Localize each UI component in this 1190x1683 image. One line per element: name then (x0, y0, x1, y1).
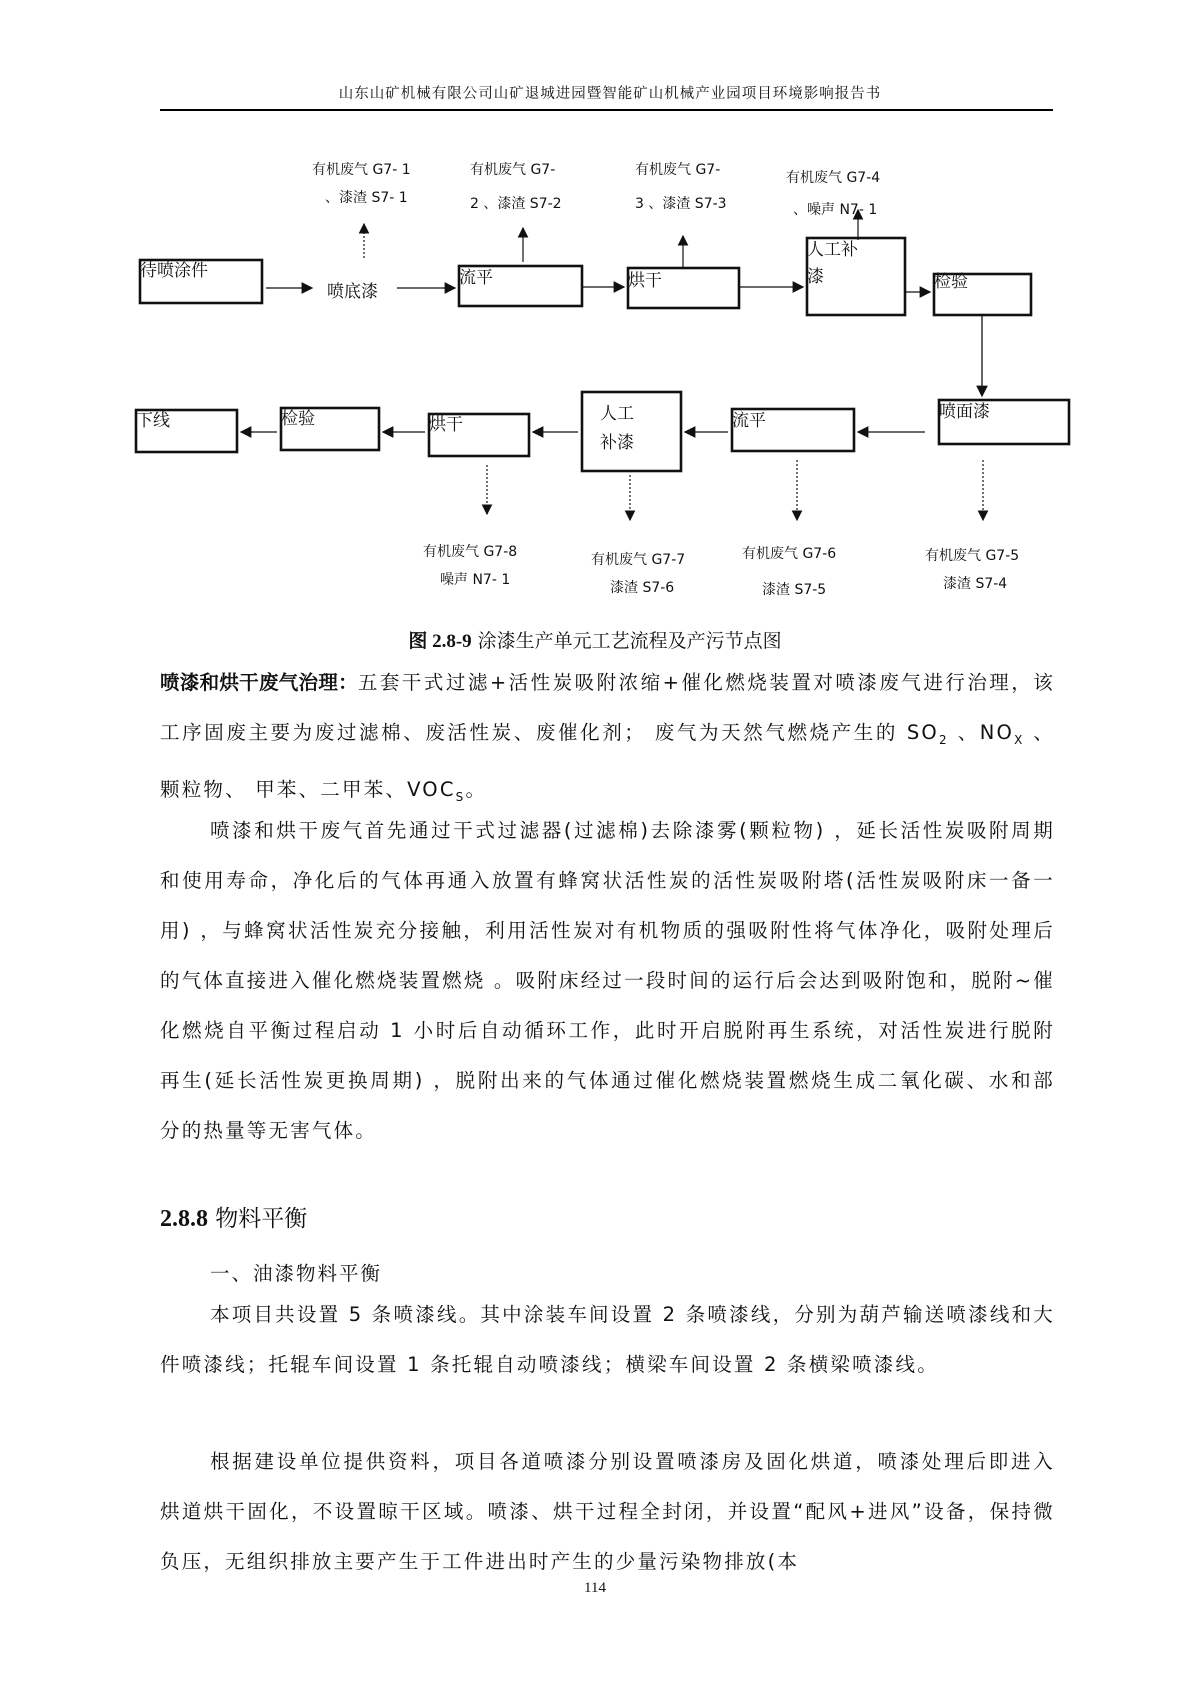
subscript-so2: 2 (938, 732, 949, 747)
subscript-nox: X (1014, 732, 1025, 747)
figure-caption (0, 626, 1190, 653)
label-manual-touchup-2a: 人工 (600, 404, 634, 424)
paragraph-1-text-c: 、颗粒物、 甲苯、二甲苯、VOC (160, 721, 1055, 801)
label-drying-1: 烘干 (628, 271, 662, 291)
paragraph-treatment (160, 658, 1055, 822)
section-number: 2.8.8 (160, 1206, 208, 1232)
paragraph-lead: 喷漆和烘干废气治理： (160, 671, 358, 694)
paragraph-spray-lines: 本项目共设置 5 条喷漆线。其中涂装车间设置 2 条喷漆线，分别为葫芦输送喷漆线和大件喷漆线；托辊车间设置 1 条托辊自动喷漆线；横梁车间设置 2 条横梁喷漆线。 (160, 1303, 1055, 1376)
figure-title: 涂漆生产单元工艺流程及产污节点图 (471, 630, 782, 652)
emission-s7-4-label: 漆渣 S7-4 (943, 576, 1008, 592)
label-to-be-painted: 待喷涂件 (140, 261, 208, 281)
emission-n7-1-bottom-label: 噪声 N7- 1 (440, 572, 511, 588)
emission-n7-1-label: 、噪声 N7- 1 (793, 202, 878, 218)
subscript-vocs: S (455, 789, 466, 804)
emission-g7-7-label: 有机废气 G7-7 (591, 552, 686, 568)
report-header: 山东山矿机械有限公司山矿退城进园暨智能矿山机械产业园项目环境影响报告书 (338, 86, 882, 102)
emission-g7-3-label: 有机废气 G7- (635, 162, 721, 178)
page-number: 114 (584, 1580, 606, 1596)
emission-s7-1-label: 、漆渣 S7- 1 (325, 190, 408, 206)
label-manual-touchup-2b: 补漆 (600, 433, 634, 453)
figure-number: 图 2.8-9 (408, 631, 472, 652)
emission-g7-5-label: 有机废气 G7-5 (925, 548, 1020, 564)
label-manual-touchup-1b: 漆 (807, 267, 824, 287)
process-flowchart (0, 140, 1190, 620)
label-manual-touchup-1a: 人工补 (807, 240, 858, 260)
paragraph-1-text-b: 、NO (948, 721, 1015, 744)
label-topcoat: 喷面漆 (939, 402, 990, 422)
emission-g7-1-label: 有机废气 G7- 1 (312, 162, 411, 178)
emission-s7-3-label: 3 、漆渣 S7-3 (635, 196, 727, 212)
paragraph-spray-rooms: 根据建设单位提供资料，项目各道喷漆分别设置喷漆房及固化烘道，喷漆处理后即进入烘道烘干固化，不设置晾干区域。喷漆、烘干过程全封闭，并设置“配风+进风”设备，保持微负压，无组织排放主要产生于工件进出时产生的少量污染物排放(本 (160, 1450, 1055, 1573)
section-title-text: 物料平衡 (208, 1206, 308, 1232)
section-heading (160, 1200, 307, 1233)
header-rule (160, 109, 1053, 111)
emission-g7-8-label: 有机废气 G7-8 (423, 544, 518, 560)
label-inspection-2: 检验 (281, 409, 315, 429)
label-leveling-2: 流平 (732, 411, 766, 431)
emission-s7-5-label: 漆渣 S7-5 (762, 582, 827, 598)
label-prime-coat: 喷底漆 (327, 282, 378, 302)
emission-s7-6-label: 漆渣 S7-6 (610, 580, 675, 596)
paragraph-process: 喷漆和烘干废气首先通过干式过滤器(过滤棉)去除漆雾(颗粒物) ，延长活性炭吸附周期和使用寿命，净化后的气体再通入放置有蜂窝状活性炭的活性炭吸附塔(活性炭吸附床一备一用) ，与蜂窝状活性炭充分接触，利用活性炭对有机物质的强吸附性将气体净化，吸附处理后的气体直接进入催化燃烧装置燃烧 。吸附床经过一段时间的运行后会达到吸附饱和，脱附~催化燃烧自平衡过程启动 1 小时后自动循环工作，此时开启脱附再生系统，对活性炭进行脱附再生(延长活性炭更换周期) ，脱附出来的气体通过催化燃烧装置燃烧生成二氧化碳、水和部分的热量等无害气体。 (160, 819, 1055, 1142)
emission-g7-4-label: 有机废气 G7-4 (786, 170, 881, 186)
paragraph-1-text-a: 五套干式过滤+活性炭吸附浓缩+催化燃烧装置对喷漆废气进行治理，该工序固废主要为废过滤棉、废活性炭、废催化剂； 废气为天然气燃烧产生的 SO (160, 671, 1055, 744)
paragraph-1-text-d: 。 (465, 777, 488, 801)
label-leveling-1: 流平 (459, 268, 493, 288)
label-offline: 下线 (136, 411, 170, 431)
emission-g7-2-label: 有机废气 G7- (470, 162, 556, 178)
label-inspection-1: 检验 (934, 272, 968, 292)
emission-g7-6-label: 有机废气 G7-6 (742, 546, 837, 562)
label-drying-2: 烘干 (429, 415, 463, 435)
subsection-heading: 一、油漆物料平衡 (210, 1262, 383, 1285)
emission-s7-2-label: 2 、漆渣 S7-2 (470, 196, 562, 212)
